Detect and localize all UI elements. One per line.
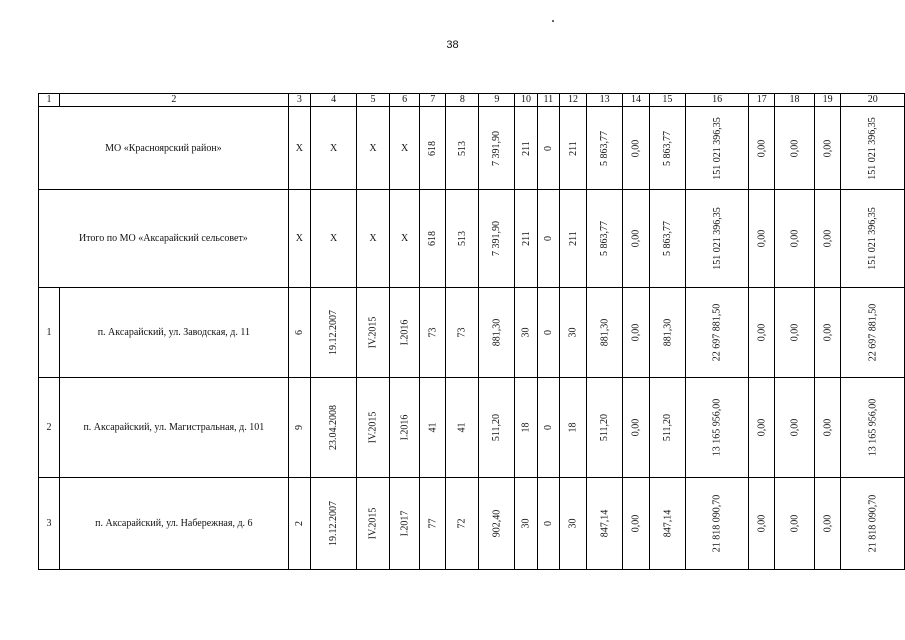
- value-cell: [775, 107, 814, 190]
- value-cell-text: 847,14: [661, 509, 673, 538]
- value-cell: [389, 478, 420, 570]
- value-cell-text: 13 165 956,00: [711, 398, 723, 457]
- table-row-group: [39, 107, 905, 190]
- value-cell: [814, 378, 841, 478]
- value-cell: [775, 378, 814, 478]
- value-cell-text: 0,00: [756, 418, 768, 437]
- value-cell-text: 847,14: [599, 509, 611, 538]
- value-cell-text: 41: [456, 422, 468, 433]
- value-cell-text: 7 391,90: [491, 221, 503, 256]
- value-cell: [841, 288, 905, 378]
- value-cell: X: [389, 107, 420, 190]
- value-cell-text: 151 021 396,35: [711, 116, 723, 180]
- value-cell-text: 73: [456, 327, 468, 338]
- total-name-cell: Итого по МО «Аксарайский сельсовет»: [39, 190, 289, 288]
- value-cell: [515, 107, 537, 190]
- value-cell-text: 0: [542, 236, 554, 241]
- value-cell-text: 30: [567, 518, 579, 529]
- value-cell-text: 2: [293, 521, 305, 526]
- value-cell: [814, 190, 841, 288]
- value-cell-text: 0,00: [630, 229, 642, 248]
- value-cell-text: 13 165 956,00: [867, 398, 879, 457]
- address-cell: п. Аксарайский, ул. Заводская, д. 11: [59, 288, 288, 378]
- value-cell: [587, 190, 623, 288]
- value-cell: [749, 288, 775, 378]
- value-cell-text: IV.2015: [367, 316, 379, 349]
- value-cell-text: 41: [427, 422, 439, 433]
- value-cell-text: 77: [427, 518, 439, 529]
- data-table: [38, 93, 905, 570]
- value-cell: [446, 478, 479, 570]
- value-cell: [623, 478, 650, 570]
- value-cell: [479, 190, 515, 288]
- value-cell: [420, 288, 446, 378]
- value-cell-text: 618: [427, 231, 439, 246]
- column-number: 3: [288, 94, 310, 107]
- value-cell: [587, 378, 623, 478]
- table-row-total: [39, 190, 905, 288]
- value-cell: [749, 378, 775, 478]
- value-cell-text: 151 021 396,35: [711, 207, 723, 270]
- value-cell-text: 19.12.2007: [328, 310, 340, 355]
- column-number: 14: [623, 94, 650, 107]
- value-cell: [446, 288, 479, 378]
- value-cell-text: 0,00: [822, 418, 834, 437]
- value-cell-text: 151 021 396,35: [867, 116, 879, 180]
- value-cell: [649, 288, 685, 378]
- value-cell-text: 211: [520, 231, 532, 246]
- value-cell-text: 0,00: [756, 229, 768, 248]
- value-cell: [559, 478, 586, 570]
- value-cell: [420, 478, 446, 570]
- value-cell-text: 151 021 396,35: [867, 207, 879, 270]
- value-cell-text: 5 863,77: [599, 221, 611, 256]
- value-cell: [841, 378, 905, 478]
- value-cell-text: 211: [567, 140, 579, 156]
- value-cell-text: 0,00: [789, 418, 801, 437]
- value-cell-text: 0,00: [822, 229, 834, 248]
- value-cell: [685, 107, 749, 190]
- value-cell: [685, 288, 749, 378]
- value-cell: [623, 288, 650, 378]
- value-cell: [537, 478, 559, 570]
- value-cell: [649, 478, 685, 570]
- value-cell: [649, 378, 685, 478]
- value-cell: [479, 378, 515, 478]
- value-cell-text: 0,00: [822, 139, 834, 157]
- value-cell-text: 0,00: [789, 139, 801, 157]
- column-number: 17: [749, 94, 775, 107]
- value-cell: [537, 190, 559, 288]
- value-cell: X: [389, 190, 420, 288]
- value-cell: X: [288, 107, 310, 190]
- table-row: [39, 288, 905, 378]
- value-cell-text: 902,40: [491, 509, 503, 538]
- value-cell: [559, 107, 586, 190]
- value-cell: [814, 288, 841, 378]
- value-cell: [420, 107, 446, 190]
- value-cell-text: 881,30: [491, 318, 503, 347]
- column-number: 8: [446, 94, 479, 107]
- value-cell-text: 0: [542, 145, 554, 151]
- value-cell: [685, 378, 749, 478]
- value-cell: [420, 378, 446, 478]
- value-cell: X: [311, 107, 357, 190]
- page-number: 38: [446, 39, 459, 51]
- value-cell-text: 0,00: [756, 514, 768, 533]
- value-cell: [623, 190, 650, 288]
- column-number: 18: [775, 94, 814, 107]
- value-cell: [587, 478, 623, 570]
- value-cell-text: 19.12.2007: [328, 501, 340, 546]
- value-cell-text: 0,00: [789, 514, 801, 533]
- value-cell: [357, 378, 390, 478]
- value-cell: [559, 288, 586, 378]
- value-cell-text: 30: [520, 327, 532, 338]
- value-cell: [311, 478, 357, 570]
- value-cell: [357, 288, 390, 378]
- column-number: 4: [311, 94, 357, 107]
- value-cell-text: 211: [567, 231, 579, 246]
- value-cell-text: 21 818 090,70: [711, 494, 723, 553]
- value-cell: [537, 288, 559, 378]
- table-row: [39, 478, 905, 570]
- value-cell: [749, 190, 775, 288]
- value-cell: [587, 288, 623, 378]
- value-cell: [311, 378, 357, 478]
- value-cell: [515, 478, 537, 570]
- value-cell-text: 0: [542, 521, 554, 526]
- table-row: [39, 378, 905, 478]
- value-cell: [357, 478, 390, 570]
- value-cell-text: 30: [520, 518, 532, 529]
- value-cell-text: 72: [456, 518, 468, 529]
- value-cell: [841, 190, 905, 288]
- column-number: 9: [479, 94, 515, 107]
- value-cell: [749, 107, 775, 190]
- value-cell: [775, 478, 814, 570]
- value-cell-text: 9: [293, 425, 305, 430]
- value-cell-text: 211: [520, 140, 532, 156]
- value-cell: [587, 107, 623, 190]
- column-number: 15: [649, 94, 685, 107]
- column-number-row: [39, 94, 905, 107]
- value-cell-text: 0,00: [822, 323, 834, 342]
- value-cell-text: 0,00: [822, 514, 834, 533]
- value-cell: [479, 107, 515, 190]
- value-cell-text: 511,20: [599, 413, 611, 442]
- value-cell: X: [357, 107, 390, 190]
- value-cell: [814, 107, 841, 190]
- address-cell: п. Аксарайский, ул. Набережная, д. 6: [59, 478, 288, 570]
- column-number: 13: [587, 94, 623, 107]
- value-cell-text: 513: [456, 140, 468, 156]
- value-cell: [649, 107, 685, 190]
- value-cell: [515, 288, 537, 378]
- value-cell: [685, 478, 749, 570]
- value-cell-text: 22 697 881,50: [867, 303, 879, 362]
- value-cell-text: 511,20: [661, 413, 673, 442]
- value-cell-text: 513: [456, 231, 468, 246]
- value-cell-text: 23.04.2008: [328, 405, 340, 450]
- value-cell-text: 0,00: [789, 229, 801, 248]
- value-cell-text: 21 818 090,70: [867, 494, 879, 553]
- value-cell: [537, 378, 559, 478]
- value-cell-text: I.2017: [399, 510, 411, 537]
- value-cell-text: 0: [542, 425, 554, 430]
- value-cell-text: 0,00: [630, 139, 642, 157]
- value-cell-text: 0,00: [756, 323, 768, 342]
- value-cell: X: [311, 190, 357, 288]
- value-cell-text: 18: [520, 422, 532, 433]
- value-cell: [288, 478, 310, 570]
- value-cell: [515, 378, 537, 478]
- value-cell: X: [357, 190, 390, 288]
- value-cell-text: 5 863,77: [661, 221, 673, 256]
- address-cell: п. Аксарайский, ул. Магистральная, д. 101: [59, 378, 288, 478]
- value-cell-text: 6: [293, 330, 305, 335]
- value-cell-text: IV.2015: [367, 507, 379, 540]
- value-cell: [814, 478, 841, 570]
- value-cell-text: 22 697 881,50: [711, 303, 723, 362]
- column-number: 6: [389, 94, 420, 107]
- column-number: 19: [814, 94, 841, 107]
- column-number: 11: [537, 94, 559, 107]
- value-cell: [841, 107, 905, 190]
- value-cell-text: 73: [427, 327, 439, 338]
- value-cell: [446, 378, 479, 478]
- value-cell: [649, 190, 685, 288]
- table-body: [39, 94, 905, 570]
- value-cell: [749, 478, 775, 570]
- value-cell-text: IV.2015: [367, 411, 379, 444]
- value-cell-text: 7 391,90: [491, 130, 503, 166]
- scan-speck: [552, 20, 554, 22]
- row-number: 2: [39, 378, 60, 478]
- value-cell-text: 30: [567, 327, 579, 338]
- value-cell: [775, 190, 814, 288]
- value-cell-text: 0,00: [789, 323, 801, 342]
- value-cell: [479, 478, 515, 570]
- value-cell: [389, 288, 420, 378]
- group-name-cell: МО «Красноярский район»: [39, 107, 289, 190]
- value-cell-text: I.2016: [399, 319, 411, 346]
- value-cell: [446, 190, 479, 288]
- value-cell-text: 18: [567, 422, 579, 433]
- value-cell: [685, 190, 749, 288]
- column-number: 7: [420, 94, 446, 107]
- value-cell-text: 0,00: [630, 323, 642, 342]
- value-cell: [559, 378, 586, 478]
- column-number: 2: [59, 94, 288, 107]
- value-cell: [288, 378, 310, 478]
- value-cell: [559, 190, 586, 288]
- value-cell: [311, 288, 357, 378]
- column-number: 20: [841, 94, 905, 107]
- value-cell: [389, 378, 420, 478]
- value-cell-text: 511,20: [491, 413, 503, 442]
- value-cell-text: 881,30: [661, 318, 673, 347]
- value-cell-text: 5 863,77: [599, 130, 611, 166]
- column-number: 10: [515, 94, 537, 107]
- value-cell: [623, 107, 650, 190]
- value-cell-text: 0,00: [630, 418, 642, 437]
- value-cell-text: 5 863,77: [661, 130, 673, 166]
- value-cell-text: 881,30: [599, 318, 611, 347]
- value-cell-text: 0,00: [630, 514, 642, 533]
- value-cell: [537, 107, 559, 190]
- column-number: 12: [559, 94, 586, 107]
- value-cell-text: 0,00: [756, 139, 768, 157]
- value-cell-text: 618: [427, 140, 439, 156]
- column-number: 1: [39, 94, 60, 107]
- column-number: 16: [685, 94, 749, 107]
- row-number: 3: [39, 478, 60, 570]
- value-cell: [446, 107, 479, 190]
- value-cell: [515, 190, 537, 288]
- value-cell: [623, 378, 650, 478]
- column-number: 5: [357, 94, 390, 107]
- value-cell: X: [288, 190, 310, 288]
- value-cell: [775, 288, 814, 378]
- value-cell-text: 0: [542, 330, 554, 335]
- value-cell-text: I.2016: [399, 414, 411, 441]
- value-cell: [479, 288, 515, 378]
- value-cell: [288, 288, 310, 378]
- value-cell: [841, 478, 905, 570]
- row-number: 1: [39, 288, 60, 378]
- value-cell: [420, 190, 446, 288]
